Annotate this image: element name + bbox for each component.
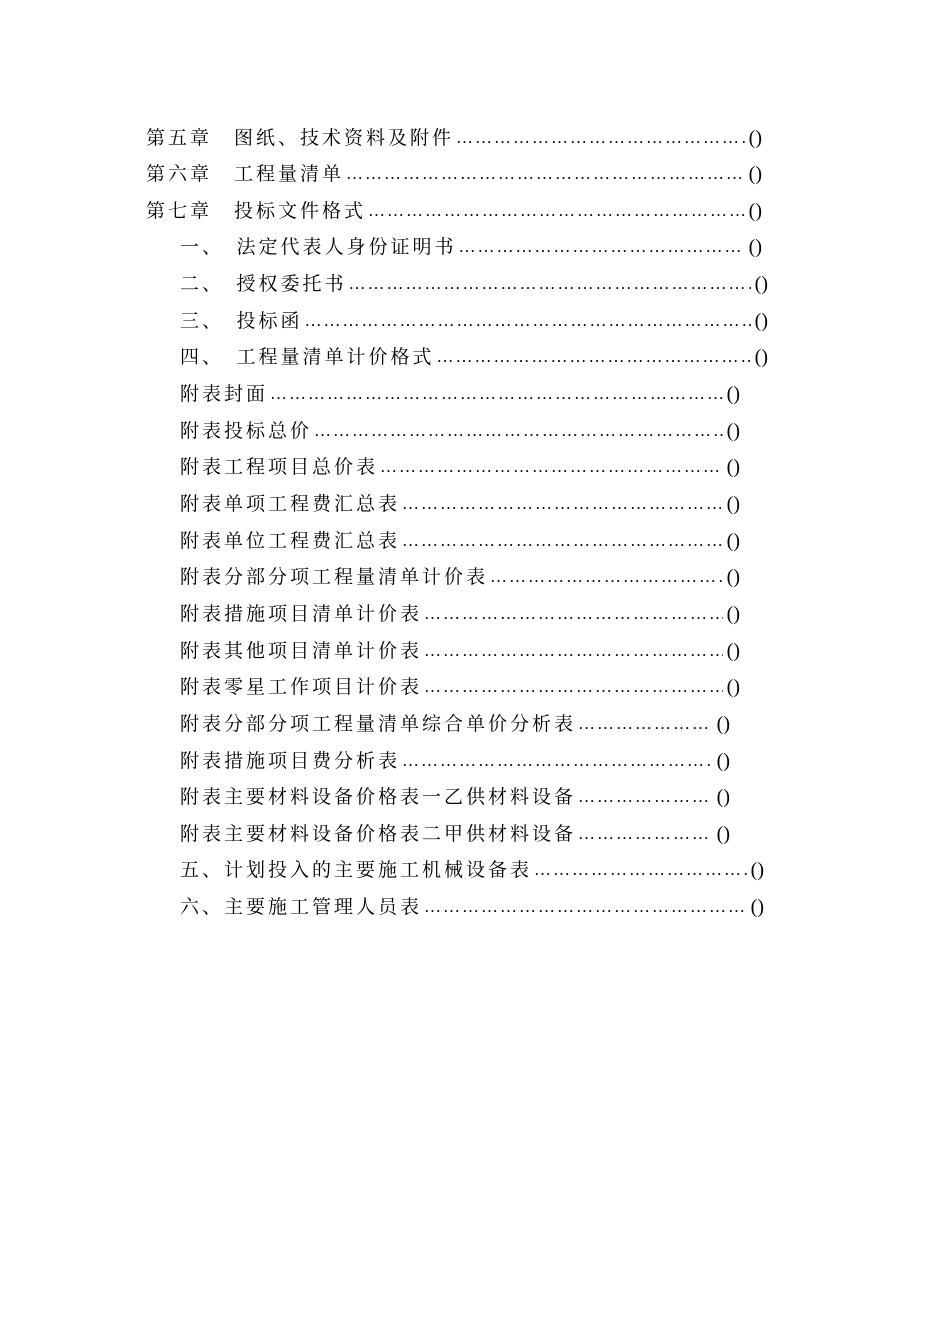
toc-entry-label: 附表封面: [180, 383, 269, 405]
toc-entry-label: 四、 工程量清单计价格式: [180, 346, 435, 368]
toc-dot-leader: [312, 417, 723, 445]
toc-page-number: (): [754, 273, 768, 295]
toc-entry-section-5[interactable]: [180, 856, 764, 884]
toc-entry-appendix-sporadic-work[interactable]: [180, 673, 740, 701]
toc-page-number: (): [748, 163, 762, 185]
toc-entry-label: 附表分部分项工程量清单综合单价分析表: [180, 713, 577, 735]
toc-dot-leader: [344, 160, 745, 188]
toc-entry-appendix-materials-b[interactable]: [180, 783, 730, 811]
toc-page-number: (): [754, 310, 768, 332]
toc-entry-appendix-item-summary[interactable]: [180, 490, 740, 518]
toc-entry-label: 附表工程项目总价表: [180, 456, 379, 478]
toc-page-number: (): [754, 346, 768, 368]
toc-dot-leader: [488, 563, 723, 591]
toc-entry-label: 附表措施项目清单计价表: [180, 603, 423, 625]
toc-entry-label: 五、计划投入的主要施工机械设备表: [180, 859, 533, 881]
toc-page-number: (): [748, 127, 762, 149]
toc-page-number: (): [726, 676, 740, 698]
toc-entry-section-6[interactable]: [180, 893, 764, 921]
toc-entry-label: 六、主要施工管理人员表: [180, 896, 423, 918]
toc-entry-label: 附表措施项目费分析表: [180, 750, 401, 772]
toc-dot-leader: [532, 856, 747, 884]
toc-dot-leader: [366, 197, 745, 225]
toc-page-number: (): [750, 896, 764, 918]
toc-entry-label: 第七章 投标文件格式: [146, 200, 367, 222]
toc-page-number: (): [726, 603, 740, 625]
toc-entry-appendix-cover[interactable]: [180, 380, 740, 408]
toc-page-number: (): [716, 713, 730, 735]
toc-entry-label: 附表投标总价: [180, 420, 313, 442]
toc-page-number: (): [726, 530, 740, 552]
toc-dot-leader: [303, 307, 751, 335]
toc-entry-appendix-measures-pricing[interactable]: [180, 600, 740, 628]
toc-dot-leader: [576, 820, 713, 848]
toc-dot-leader: [435, 343, 751, 371]
toc-dot-leader: [400, 747, 713, 775]
toc-dot-leader: [400, 490, 723, 518]
toc-entry-label: 附表单位工程费汇总表: [180, 530, 401, 552]
toc-entry-appendix-bid-total[interactable]: [180, 417, 740, 445]
toc-page-number: (): [748, 200, 762, 222]
toc-dot-leader: [422, 637, 723, 665]
toc-page-number: (): [716, 750, 730, 772]
toc-dot-leader: [576, 783, 713, 811]
toc-entry-label: 附表单项工程费汇总表: [180, 493, 401, 515]
toc-entry-label: 第五章 图纸、技术资料及附件: [146, 127, 455, 149]
toc-dot-leader: [422, 673, 723, 701]
toc-entry-appendix-unit-price-analysis[interactable]: [180, 710, 730, 738]
toc-entry-label: 三、 投标函: [180, 310, 303, 332]
toc-entry-label: 一、 法定代表人身份证明书: [180, 236, 457, 258]
toc-dot-leader: [378, 453, 723, 481]
toc-entry-label: 附表主要材料设备价格表一乙供材料设备: [180, 786, 577, 808]
toc-page-number: (): [726, 383, 740, 405]
toc-page-number: (): [726, 456, 740, 478]
toc-page-number: (): [748, 236, 762, 258]
toc-page-number: (): [726, 420, 740, 442]
toc-page-number: (): [716, 786, 730, 808]
toc-entry-appendix-project-total[interactable]: [180, 453, 740, 481]
toc-page-number: (): [726, 566, 740, 588]
toc-entry-section-1[interactable]: [180, 233, 762, 261]
toc-page-number: (): [726, 493, 740, 515]
toc-entry-label: 附表其他项目清单计价表: [180, 640, 423, 662]
toc-entry-chapter-5[interactable]: [146, 124, 762, 152]
toc-dot-leader: [422, 893, 747, 921]
toc-entry-appendix-materials-a[interactable]: [180, 820, 730, 848]
toc-entry-chapter-7[interactable]: [146, 197, 762, 225]
toc-page-number: (): [726, 640, 740, 662]
toc-dot-leader: [576, 710, 713, 738]
toc-entry-section-3[interactable]: [180, 307, 768, 335]
toc-dot-leader: [457, 233, 745, 261]
toc-dot-leader: [268, 380, 723, 408]
toc-dot-leader: [454, 124, 745, 152]
toc-entry-section-4[interactable]: [180, 343, 768, 371]
toc-entry-label: 附表主要材料设备价格表二甲供材料设备: [180, 823, 577, 845]
toc-dot-leader: [347, 270, 751, 298]
toc-entry-label: 二、 授权委托书: [180, 273, 347, 295]
toc-entry-label: 第六章 工程量清单: [146, 163, 345, 185]
toc-entry-appendix-measures-analysis[interactable]: [180, 747, 730, 775]
toc-dot-leader: [400, 527, 723, 555]
toc-entry-section-2[interactable]: [180, 270, 768, 298]
toc-page-number: (): [750, 859, 764, 881]
toc-entry-chapter-6[interactable]: [146, 160, 762, 188]
toc-dot-leader: [422, 600, 723, 628]
toc-entry-appendix-subitem-pricing[interactable]: [180, 563, 740, 591]
toc-entry-appendix-other-pricing[interactable]: [180, 637, 740, 665]
toc-entry-label: 附表分部分项工程量清单计价表: [180, 566, 489, 588]
toc-page-number: (): [716, 823, 730, 845]
toc-entry-appendix-unit-summary[interactable]: [180, 527, 740, 555]
toc-entry-label: 附表零星工作项目计价表: [180, 676, 423, 698]
